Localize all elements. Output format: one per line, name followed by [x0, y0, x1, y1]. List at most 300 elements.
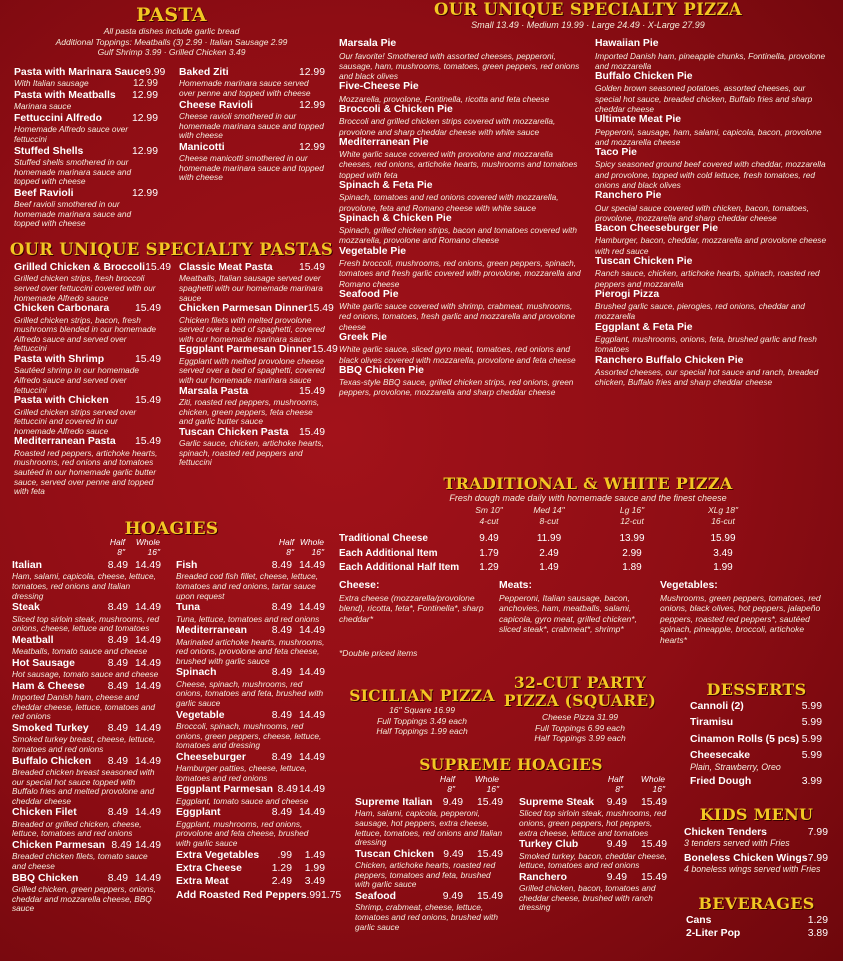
menu-item-price: 15.49	[134, 303, 161, 315]
menu-item-name: Chicken Parmesan	[12, 839, 105, 851]
sicilian-line: Half Toppings 1.99 each	[376, 726, 468, 736]
half-price: 9.49	[606, 839, 627, 851]
menu-item-desc: Stuffed shells smothered in our homemade marinara sauce and topped with cheese	[14, 157, 132, 187]
pizza-item	[595, 223, 833, 256]
pizza-row-price: 1.89	[622, 562, 642, 573]
dessert-row	[690, 776, 822, 788]
menu-item-name: Add Roasted Red Peppers	[176, 889, 307, 901]
sicilian-title: SICILIAN PIZZA	[349, 686, 495, 705]
pizza-desc: Spicy seasoned ground beef covered with cheddar, mozzarella and provolone, topped with cold lettuce, fresh tomatoes, red onions and black olives	[595, 159, 826, 190]
pizza-item	[595, 38, 833, 71]
pizza-cut: 12-cut	[620, 515, 644, 526]
pizza-name: Taco Pie	[595, 146, 637, 158]
menu-item-name: Tuscan Chicken Pasta	[179, 426, 289, 438]
pizza-item	[595, 322, 833, 355]
menu-item-name: Supreme Steak	[519, 797, 595, 808]
pizza-size-column	[459, 505, 519, 526]
pizza-price-row	[339, 532, 833, 547]
pizza-name: Spinach & Chicken Pie	[339, 212, 452, 224]
sicilian-line: 16" Square 16.99	[389, 705, 455, 715]
menu-item-name: Eggplant Parmesan Dinner	[179, 344, 312, 356]
menu-item-desc: Homemade Alfredo sauce over fettuccini	[14, 124, 129, 144]
menu-item	[176, 560, 325, 601]
menu-item-row	[176, 667, 325, 679]
pizza-row-price: 2.99	[622, 547, 642, 559]
pizza-row-price: 3.49	[713, 547, 733, 559]
sicilian-lines	[347, 705, 497, 737]
pizza-item	[339, 180, 581, 213]
menu-item-price: 12.99	[298, 99, 325, 111]
half-price: 8.49	[107, 722, 128, 734]
menu-item-price: 15.49	[298, 426, 325, 438]
menu-item-desc: Meatballs, Italian sausage served over spaghetti with our homemade marinara sauce	[179, 273, 323, 303]
pizza-name: Ranchero Buffalo Chicken Pie	[595, 354, 744, 366]
menu-item	[12, 840, 161, 872]
menu-item	[176, 602, 325, 624]
dessert-row	[690, 750, 822, 762]
menu-item-name: Supreme Italian	[355, 797, 433, 808]
hoagies-left-column	[12, 560, 161, 915]
menu-item	[12, 635, 161, 657]
menu-item-desc: Grilled chicken strips, fresh broccoli served over fettuccini covered with our homemade Alfredo sauce	[14, 273, 156, 303]
menu-item	[14, 90, 158, 112]
party-title-line2: PIZZA (SQUARE)	[503, 691, 657, 710]
whole-price: 14.49	[298, 625, 325, 637]
menu-item-desc-row	[14, 79, 158, 89]
whole-price: 14.49	[134, 755, 161, 767]
hoagies-title: HOAGIES	[124, 519, 219, 539]
menu-item-desc: Ham, salami, capicola, pepperoni, sausage, hot peppers, extra cheese, lettuce, tomatoes, red onions and Italian dressing	[355, 808, 503, 848]
party-title-line1: 32-CUT PARTY	[513, 673, 647, 692]
menu-item-price: 12.99	[131, 113, 158, 124]
half-size: 8"	[615, 783, 623, 794]
party-pizza-lines	[500, 712, 660, 744]
dessert-row	[690, 701, 822, 713]
menu-item-row	[176, 602, 325, 614]
menu-item-row	[179, 303, 334, 315]
hoagies-size-header-left	[12, 538, 160, 557]
menu-item-desc: Grilled chicken strips, bacon, fresh mushrooms blended in our homemade Alfredo sauce and served over fettuccini	[14, 314, 157, 354]
pizza-name: BBQ Chicken Pie	[339, 364, 424, 376]
menu-item-name: Vegetable	[176, 709, 225, 721]
pizza-name: Hawaiian Pie	[595, 38, 659, 49]
menu-item-name: Chicken Carbonara	[14, 303, 110, 315]
menu-item-name: Buffalo Chicken	[12, 755, 92, 767]
dessert-item	[690, 701, 822, 713]
menu-item-name: Fettuccini Alfredo	[14, 113, 102, 124]
menu-item-desc: Homemade marinara sauce served over penne and topped with cheese	[179, 78, 311, 98]
pizza-size-column	[519, 505, 579, 526]
whole-price: 14.49	[298, 751, 325, 763]
pizza-row-name: Each Additional Half Item	[339, 562, 460, 573]
half-price: .99	[277, 849, 292, 861]
menu-item-row	[176, 889, 342, 902]
menu-item-row	[176, 784, 325, 796]
menu-item-name: Cheese Ravioli	[179, 99, 253, 111]
menu-item	[179, 386, 325, 427]
dessert-row	[690, 734, 822, 746]
dessert-price: 5.99	[801, 717, 822, 729]
menu-item-desc: Broccoli, spinach, mushrooms, red onions, green peppers, cheese, lettuce, tomatoes and dressing	[176, 720, 322, 751]
kids-desc: 3 tenders served with Fries	[684, 838, 790, 849]
half-price: 9.49	[442, 797, 463, 808]
whole-price: 15.49	[640, 871, 667, 883]
dessert-desc: Plain, Strawberry, Oreo	[690, 761, 781, 772]
menu-item-name: Marsala Pasta	[179, 385, 249, 397]
kids-menu-title: KIDS MENU	[699, 805, 814, 824]
whole-price: 15.49	[476, 848, 503, 860]
menu-item-desc: Shrimp, crabmeat, cheese, lettuce, tomatoes and red onions, brushed with garlic sauce	[355, 902, 498, 932]
menu-item-name: Mediterranean Pasta	[14, 436, 116, 448]
menu-item-name: Classic Meat Pasta	[179, 262, 273, 273]
pasta-note: All pasta dishes include garlic bread	[103, 26, 240, 36]
menu-item	[12, 658, 161, 680]
half-price: 8.49	[107, 560, 128, 571]
supreme-right-column	[519, 797, 667, 914]
half-price: 8.49	[271, 602, 292, 614]
menu-item-name: Eggplant	[176, 807, 221, 819]
menu-item-price: 15.49	[134, 395, 161, 407]
menu-item-price: 9.99	[145, 67, 166, 78]
pizza-name: Seafood Pie	[339, 288, 399, 300]
pizza-cut: 8-cut	[539, 515, 559, 526]
menu-item-price: 15.49	[145, 262, 172, 273]
menu-item-desc: Hamburger patties, cheese, lettuce, tomatoes and red onions	[176, 763, 307, 783]
pizza-name: Vegetable Pie	[339, 245, 406, 257]
menu-item-price: 15.49	[307, 303, 334, 315]
menu-item-name: Seafood	[355, 890, 396, 902]
menu-item-name: Mediterranean	[176, 625, 248, 637]
kids-price: 7.99	[807, 827, 828, 838]
half-price: 8.49	[107, 602, 128, 614]
menu-item-desc: Hot sausage, tomato sauce and cheese	[12, 669, 159, 680]
whole-price: 15.49	[640, 839, 667, 851]
pizza-desc: Our special sauce covered with chicken, bacon, tomatoes, provolone, mozzarella and sharp cheddar cheese	[595, 202, 809, 223]
half-price: 8.49	[107, 680, 128, 692]
whole-price: 14.49	[134, 634, 161, 646]
menu-item-desc: Smoked turkey, bacon, cheddar cheese, lettuce, tomatoes and red onions	[519, 850, 667, 871]
desserts-title: DESSERTS	[706, 680, 807, 699]
menu-item-desc: Breaded or grilled chicken, cheese, lettuce, tomatoes and red onions	[12, 818, 142, 839]
whole-price: 14.49	[134, 722, 161, 734]
dessert-item	[690, 776, 822, 788]
pizza-name: Five-Cheese Pie	[339, 81, 419, 93]
menu-item-price: 15.49	[298, 385, 325, 397]
kids-item	[684, 853, 828, 875]
menu-item-desc: Roasted red peppers, artichoke hearts, mushrooms, red onions and tomatoes sautéed in our homemade garlic butter sauce, served over penne and topped with feta	[14, 447, 158, 497]
pizza-item	[595, 71, 833, 114]
pasta-note: Gulf Shrimp 3.99 · Grilled Chicken 3.49	[97, 47, 246, 57]
whole-price: 14.49	[134, 807, 161, 819]
whole-price: 15.49	[640, 797, 667, 808]
whole-price: 14.49	[134, 839, 161, 851]
kids-name: Boneless Chicken Wings	[684, 853, 808, 864]
whole-size: 16"	[486, 783, 499, 794]
pizza-name: Spinach & Feta Pie	[339, 179, 433, 191]
kids-price: 7.99	[807, 853, 828, 864]
menu-item	[14, 354, 161, 395]
menu-item-desc: Chicken filets with melted provolone served over a bed of spaghetti, covered with our homemade marinara sauce	[179, 314, 325, 344]
half-price: 8.49	[107, 755, 128, 767]
menu-item-row	[12, 602, 161, 614]
whole-price: 14.49	[298, 784, 325, 796]
menu-item-name: Meatball	[12, 634, 54, 646]
vegetables-desc: Mushrooms, green peppers, tomatoes, red onions, black olives, hot peppers, jalapeño peppers, roasted red peppers*, sautéed spinach, pineapple, broccoli, artichoke hearts*	[660, 592, 821, 645]
menu-item	[519, 797, 667, 838]
menu-item-name: Turkey Club	[519, 839, 579, 851]
whole-price: 3.49	[304, 876, 325, 888]
pizza-size-column	[693, 505, 753, 526]
menu-item	[12, 756, 161, 807]
kids-name: Chicken Tenders	[684, 827, 767, 838]
pizza-desc: Our favorite! Smothered with assorted cheeses, pepperoni, sausage, ham, mushrooms, tomatoes, green peppers, red onions and black olives	[339, 50, 580, 81]
menu-item	[14, 113, 158, 145]
pizza-row-price: 1.79	[479, 547, 499, 559]
party-line: Cheese Pizza 31.99	[541, 712, 619, 722]
hoagies-right-column	[176, 560, 342, 903]
supreme-left-column	[355, 797, 503, 933]
menu-item-name: BBQ Chicken	[12, 872, 79, 884]
menu-item	[14, 67, 166, 90]
pizza-item	[339, 137, 581, 180]
dessert-name: Cinamon Rolls (5 pcs)	[690, 733, 800, 745]
menu-item-desc: Sliced top sirloin steak, mushrooms, red onions, green peppers, hot peppers, extra cheese, lettuce and tomatoes	[519, 808, 667, 838]
dessert-price: 3.99	[801, 776, 822, 788]
half-price: 8.49	[271, 625, 292, 637]
party-line: Half Toppings 3.99 each	[534, 733, 626, 743]
pizza-desc: Assorted cheeses, our special hot sauce and ranch, breaded chicken, Buffalo fries and sharp cheddar cheese	[595, 367, 819, 388]
pizza-cut: 16-cut	[711, 515, 735, 526]
pasta-title: PASTA	[136, 4, 207, 26]
dessert-item	[690, 717, 822, 729]
kids-desc: 4 boneless wings served with Fries	[684, 864, 821, 875]
menu-item-row	[14, 436, 161, 448]
whole-size: 16"	[652, 783, 665, 794]
menu-item	[14, 262, 172, 303]
pizza-name: Tuscan Chicken Pie	[595, 255, 693, 267]
traditional-title: TRADITIONAL & WHITE PIZZA	[443, 474, 733, 493]
specialty-pastas-right-column	[179, 262, 338, 468]
menu-item-name: Tuscan Chicken	[355, 848, 434, 860]
menu-item-desc: Breaded cod fish fillet, cheese, lettuce, tomatoes and red onions, tartar sauce upon request	[176, 571, 319, 601]
menu-item-price: 15.49	[134, 353, 161, 365]
pizza-item	[339, 38, 581, 81]
pizza-desc: Imported Danish ham, pineapple chunks, Fontinella, provolone and mozzarella	[595, 50, 826, 71]
pizza-desc: Ranch sauce, chicken, artichoke hearts, spinach, roasted red peppers and mozzarella	[595, 268, 820, 289]
supreme-size-header-left	[355, 775, 503, 794]
double-priced-note: *Double priced items	[339, 648, 418, 658]
pizza-row-price: 2.49	[539, 547, 559, 559]
pizza-item	[595, 147, 833, 190]
cheese-desc: Extra cheese (mozzarella/provolone blend), ricotta, feta*, Fontinella*, sharp cheddar*	[339, 592, 484, 624]
menu-item-desc: Sliced top sirloin steak, mushrooms, red onions, cheese, lettuce and tomatoes	[12, 613, 160, 634]
menu-item	[12, 602, 161, 634]
pizza-item	[339, 81, 581, 104]
menu-item	[14, 395, 161, 436]
menu-item-desc: Garlic sauce, chicken, artichoke hearts, spinach, roasted red peppers and fettuccini	[179, 438, 324, 468]
half-price: 8.49	[271, 709, 292, 721]
pizza-row-price: 1.99	[713, 562, 733, 573]
menu-item	[176, 876, 325, 888]
dessert-name: Tiramisu	[690, 717, 734, 729]
whole-price: 14.49	[298, 560, 325, 571]
menu-item	[355, 849, 503, 890]
pizza-item	[595, 355, 833, 388]
pizza-name: Mediterranean Pie	[339, 136, 429, 148]
toppings-cheese	[339, 580, 489, 624]
whole-size: 16"	[311, 546, 324, 557]
pizza-desc: Spinach, tomatoes and red onions covered with mozzarella, provolone, feta and Romano cheese with white sauce	[339, 192, 559, 213]
pizza-desc: White garlic sauce, sliced gyro meat, tomatoes, red onions and black olives covered with mozzarella, provolone and feta cheese	[339, 344, 576, 365]
menu-item-name: Baked Ziti	[179, 67, 229, 78]
pizza-name: Ultimate Meat Pie	[595, 114, 682, 126]
desserts-list	[690, 701, 822, 793]
menu-item	[12, 681, 161, 722]
menu-item-desc: With Italian sausage	[14, 78, 89, 89]
dessert-price: 5.99	[801, 750, 822, 762]
whole-price: 14.49	[134, 872, 161, 884]
menu-item-desc: Ziti, roasted red peppers, mushrooms, chicken, green peppers, feta cheese and garlic butter sauce	[179, 396, 320, 427]
menu-item-price: 12.99	[131, 90, 158, 101]
pizza-size: XLg 18"	[708, 505, 738, 515]
pizza-item	[339, 289, 581, 332]
menu-item-name: Chicken Filet	[12, 807, 77, 819]
beverages-list	[686, 915, 828, 942]
pizza-desc: White garlic sauce covered with shrimp, crabmeat, mushrooms, red onions, tomatoes, fresh garlic and mozzarella and provolone cheese	[339, 301, 576, 332]
menu-item-row	[176, 807, 325, 819]
menu-item-desc: Imported Danish ham, cheese and cheddar cheese, lettuce, tomatoes and red onions	[12, 692, 155, 722]
menu-item-row	[176, 625, 325, 637]
menu-item-name: Tuna	[176, 602, 201, 614]
pizza-name: Bacon Cheeseburger Pie	[595, 222, 718, 234]
menu-item	[355, 891, 503, 932]
vegetables-label: Vegetables:	[660, 580, 718, 591]
pasta-notes	[0, 26, 343, 58]
dessert-name: Cannoli (2)	[690, 701, 744, 712]
half-price: 8.49	[107, 657, 128, 669]
menu-item	[179, 303, 334, 344]
menu-item-name: Fish	[176, 560, 198, 571]
specialty-pastas-title: OUR UNIQUE SPECIALTY PASTAS	[9, 240, 334, 259]
menu-item-desc: Cheese ravioli smothered in our homemade marinara sauce and topped with cheese	[179, 111, 324, 141]
pizza-item	[339, 213, 581, 246]
whole-price: 14.49	[298, 807, 325, 819]
half-price: 8.49	[271, 560, 292, 571]
half-price: .99	[306, 889, 321, 901]
menu-item	[14, 188, 158, 229]
menu-item-row	[14, 395, 161, 407]
whole-label: Whole	[640, 774, 665, 784]
whole-price: 1.99	[304, 862, 325, 874]
half-price: 8.49	[271, 807, 292, 819]
toppings-vegetables	[660, 580, 832, 645]
half-price: 9.49	[606, 797, 627, 808]
menu-item-desc: Marinated artichoke hearts, mushrooms, red onions, provolone and feta cheese, brushed with garlic sauce	[176, 636, 325, 666]
menu-item-price: 12.99	[131, 187, 158, 199]
menu-item-desc: Eggplant, tomato sauce and cheese	[176, 795, 309, 806]
half-price: 8.49	[107, 872, 128, 884]
menu-item-desc: Beef ravioli smothered in our homemade marinara sauce and topped with cheese	[14, 199, 132, 229]
menu-item-row	[12, 807, 161, 819]
menu-item-name: Smoked Turkey	[12, 722, 89, 734]
menu-item	[179, 142, 325, 183]
pizza-desc: Pepperoni, sausage, ham, salami, capicola, bacon, provolone and mozzarella cheese	[595, 126, 822, 147]
pizza-name: Ranchero Pie	[595, 190, 662, 202]
menu-item-name: Ham & Cheese	[12, 680, 85, 692]
menu-item	[12, 873, 161, 914]
menu-item-desc: Meatballs, tomato sauce and cheese	[12, 646, 148, 657]
menu-item-desc: Grilled chicken, green peppers, onions, cheddar and mozzarella cheese, BBQ sauce	[12, 883, 156, 914]
menu-item	[179, 67, 325, 99]
pizza-cut: 4-cut	[479, 515, 499, 526]
half-price: 8.49	[271, 667, 292, 679]
half-size: 8"	[447, 783, 455, 794]
pizza-row-price: 9.49	[479, 533, 499, 544]
menu-item-desc: Breaded chicken filets, tomato sauce and cheese	[12, 851, 148, 871]
half-price: 8.49	[277, 784, 298, 796]
menu-item	[355, 797, 503, 848]
menu-item-price: 15.49	[134, 436, 161, 448]
half-size: 8"	[286, 546, 294, 557]
beverage-price: 3.89	[807, 928, 828, 940]
beverage-row	[686, 928, 828, 940]
menu-item	[14, 436, 161, 496]
whole-price: 14.49	[298, 602, 325, 614]
menu-item	[176, 889, 342, 902]
menu-item	[14, 303, 161, 354]
party-pizza-title	[500, 674, 660, 710]
half-price: 9.49	[442, 890, 463, 902]
menu-item	[176, 625, 325, 666]
menu-item-name: Extra Vegetables	[176, 849, 260, 861]
beverages-title: BEVERAGES	[698, 894, 815, 913]
traditional-subtitle: Fresh dough made daily with homemade sauce and the finest cheese	[449, 493, 727, 503]
menu-item-desc: Grilled chicken, bacon, tomatoes and cheddar cheese, brushed with ranch dressing	[519, 883, 656, 913]
traditional-price-table	[339, 532, 833, 576]
menu-item	[176, 784, 325, 806]
pasta-left-column	[14, 67, 166, 230]
menu-item-row	[176, 863, 325, 875]
specialty-pizza-sizes: Small 13.49 · Medium 19.99 · Large 24.49 · X-Large 27.99	[471, 20, 705, 30]
whole-price: 14.49	[134, 680, 161, 692]
pizza-item	[339, 332, 581, 365]
hoagies-size-header-right	[176, 538, 324, 557]
cheese-label: Cheese:	[339, 580, 380, 591]
menu-item	[12, 807, 161, 839]
half-size: 8"	[117, 546, 125, 557]
specialty-pizza-title: OUR UNIQUE SPECIALTY PIZZA	[434, 0, 742, 19]
whole-price: 1.49	[304, 849, 325, 861]
menu-item-desc: Cheese, spinach, mushrooms, red onions, tomatoes and feta, brushed with garlic sauce	[176, 678, 324, 708]
menu-item-price: 15.49	[298, 262, 325, 273]
supreme-size-header-right	[519, 775, 667, 794]
pizza-size: Sm 10"	[475, 505, 503, 515]
whole-label: Whole	[474, 774, 499, 784]
pizza-desc: Hamburger, bacon, cheddar, mozzarella and provolone cheese with red sauce	[595, 235, 827, 256]
meats-desc: Pepperoni, Italian sausage, bacon, anchovies, ham, meatballs, salami, capicola, gyro meat, grilled chicken*, sliced steak*, crabmeat*, shrimp*	[499, 592, 637, 634]
menu-item-desc: Tuna, lettuce, tomatoes and red onions	[176, 613, 320, 624]
menu-item-desc: Marinara sauce	[14, 101, 72, 112]
menu-item	[176, 667, 325, 708]
menu-item	[176, 863, 325, 875]
beverage-row	[686, 915, 828, 927]
half-price: 2.49	[271, 876, 292, 888]
pizza-name: Marsala Pie	[339, 38, 397, 49]
menu-item-desc: Ham, salami, capicola, cheese, lettuce, tomatoes, red onions and Italian dressing	[12, 571, 156, 601]
menu-item	[519, 839, 667, 871]
dessert-price: 5.99	[801, 733, 822, 745]
menu-item-name: Eggplant Parmesan	[176, 784, 274, 796]
